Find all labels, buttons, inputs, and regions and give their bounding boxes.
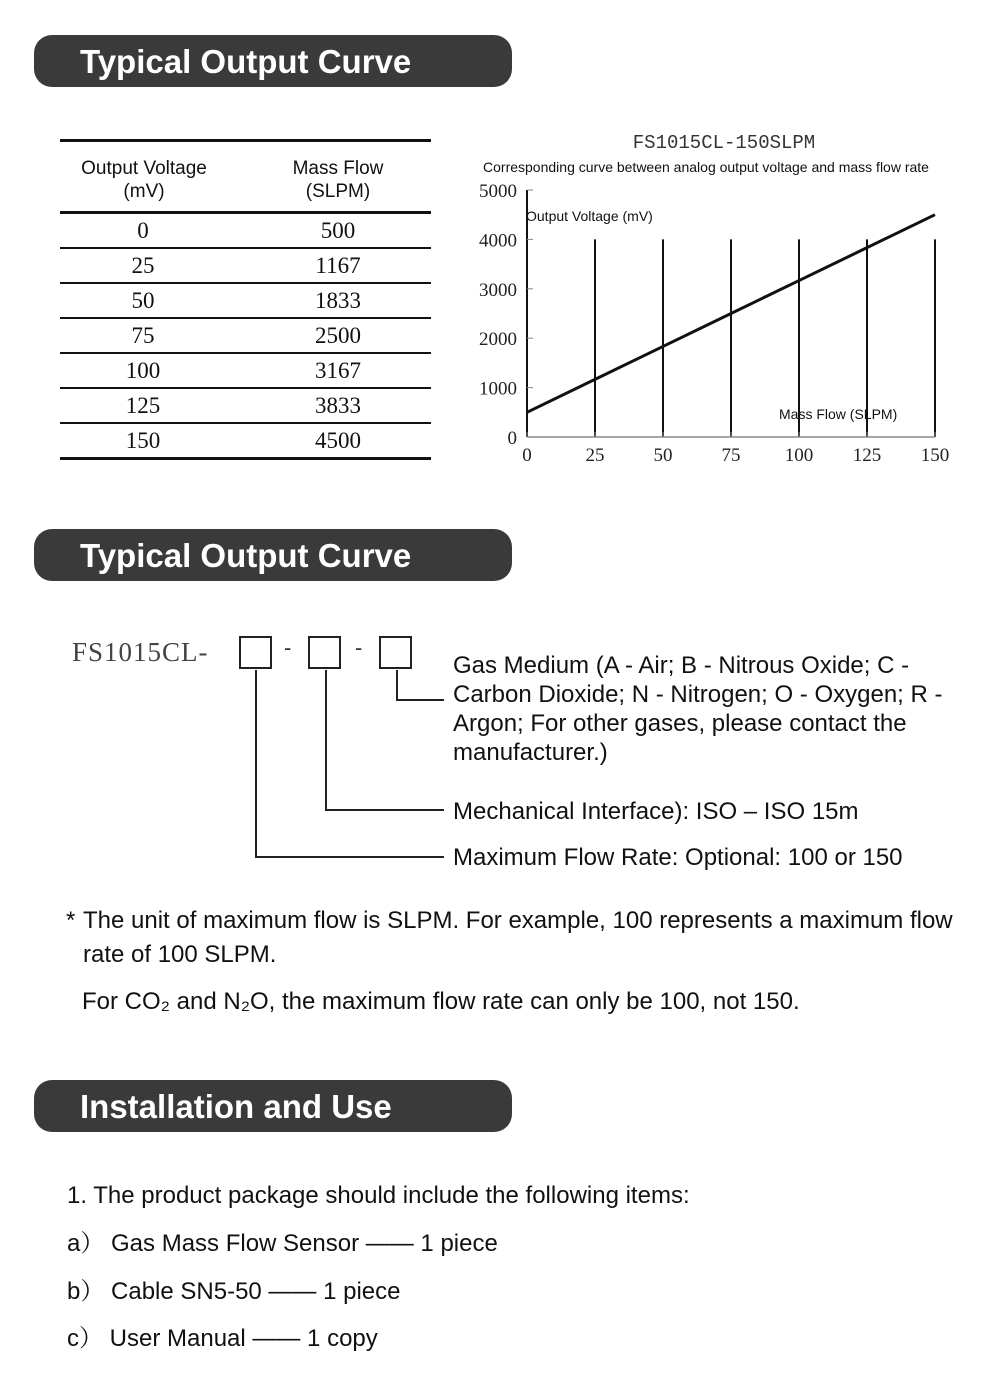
cell-voltage: 0 xyxy=(137,218,149,243)
list-item: a） Gas Mass Flow Sensor —— 1 piece xyxy=(67,1230,498,1257)
cell-flow: 3833 xyxy=(315,393,361,418)
x-tick-label: 25 xyxy=(585,445,605,466)
code-separator: - xyxy=(355,635,363,660)
y-tick-label: 3000 xyxy=(479,279,517,301)
y-tick-label: 5000 xyxy=(479,181,517,202)
model-code-prefix: FS1015CL- xyxy=(72,637,209,667)
table-row xyxy=(60,214,431,249)
cell-voltage: 100 xyxy=(125,358,161,383)
chart-title: FS1015CL-150SLPM xyxy=(632,132,816,154)
table-row xyxy=(60,249,431,284)
chart-y-label: Output Voltage (mV) xyxy=(526,208,653,224)
output-table xyxy=(60,139,431,460)
chart-subtitle: Corresponding curve between analog output voltage and mass flow rate xyxy=(483,159,929,175)
cell-flow: 1167 xyxy=(315,253,361,278)
y-tick-label: 0 xyxy=(507,428,517,449)
section-title-output-curve: Typical Output Curve xyxy=(34,35,512,87)
table-row xyxy=(60,319,431,354)
note-star: * xyxy=(66,907,76,934)
cell-flow: 2500 xyxy=(315,323,361,348)
table-row xyxy=(60,354,431,389)
header-output-voltage xyxy=(60,157,228,203)
connector-flow-vertical xyxy=(255,670,257,857)
table-header xyxy=(60,142,431,211)
max-flow-rate-description: Maximum Flow Rate: Optional: 100 or 150 xyxy=(453,844,903,871)
list-item: b） Cable SN5-50 —— 1 piece xyxy=(67,1278,401,1305)
section-title-installation: Installation and Use xyxy=(34,1080,512,1132)
cell-voltage: 150 xyxy=(125,428,161,453)
mechanical-interface-description: Mechanical Interface): ISO – ISO 15m xyxy=(453,798,859,825)
note-unit xyxy=(66,904,966,972)
connector-interface-horizontal xyxy=(325,809,444,811)
cell-flow: 1833 xyxy=(315,288,361,313)
note-unit-text: The unit of maximum flow is SLPM. For example, 100 represents a maximum flow rate of 100 SLPM. xyxy=(83,907,953,968)
header-line: (mV) xyxy=(123,181,165,202)
x-tick-label: 0 xyxy=(522,445,532,466)
cell-flow: 3167 xyxy=(315,358,361,383)
y-tick-label: 4000 xyxy=(479,230,517,252)
chart-x-label: Mass Flow (SLPM) xyxy=(779,406,898,422)
table-row xyxy=(60,424,431,460)
header-line: Output Voltage xyxy=(81,158,207,179)
header-line: Mass Flow xyxy=(292,158,384,179)
chart-y-ticks xyxy=(479,181,533,449)
table-row xyxy=(60,284,431,319)
cell-voltage: 25 xyxy=(131,253,155,278)
table-row xyxy=(60,389,431,424)
x-tick-label: 125 xyxy=(852,445,882,466)
note-co2-n2o: For CO₂ and N₂O, the maximum flow rate can only be 100, not 150. xyxy=(82,988,800,1015)
cell-voltage: 75 xyxy=(131,323,155,348)
gas-medium-description: Gas Medium (A - Air; B - Nitrous Oxide; C - Carbon Dioxide; N - Nitrogen; O - Oxygen; R - Argon; For other gases, please contact the manufacturer.) xyxy=(453,652,943,766)
installation-intro: 1. The product package should include the following items: xyxy=(67,1182,690,1209)
x-tick-label: 75 xyxy=(721,445,741,466)
x-tick-label: 50 xyxy=(653,445,673,466)
output-curve-chart xyxy=(455,120,955,480)
cell-voltage: 125 xyxy=(125,393,161,418)
cell-flow: 4500 xyxy=(315,428,361,453)
x-tick-label: 150 xyxy=(920,445,950,466)
x-tick-label: 100 xyxy=(784,445,814,466)
connector-flow-horizontal xyxy=(255,856,444,858)
code-box-gas-medium xyxy=(379,636,412,669)
y-tick-label: 2000 xyxy=(479,329,517,351)
code-box-flow-rate xyxy=(239,636,272,669)
section-title-model-code: Typical Output Curve xyxy=(34,529,512,581)
cell-flow: 500 xyxy=(320,218,356,243)
header-mass-flow xyxy=(250,157,426,203)
y-tick-label: 1000 xyxy=(479,378,517,400)
code-box-interface xyxy=(308,636,341,669)
cell-voltage: 50 xyxy=(131,288,155,313)
list-item: c） User Manual —— 1 copy xyxy=(67,1325,378,1352)
connector-interface-vertical xyxy=(325,670,327,810)
connector-gas-horizontal xyxy=(396,699,444,701)
code-separator: - xyxy=(284,635,292,660)
header-line: (SLPM) xyxy=(305,181,371,202)
connector-gas-vertical xyxy=(396,670,398,700)
